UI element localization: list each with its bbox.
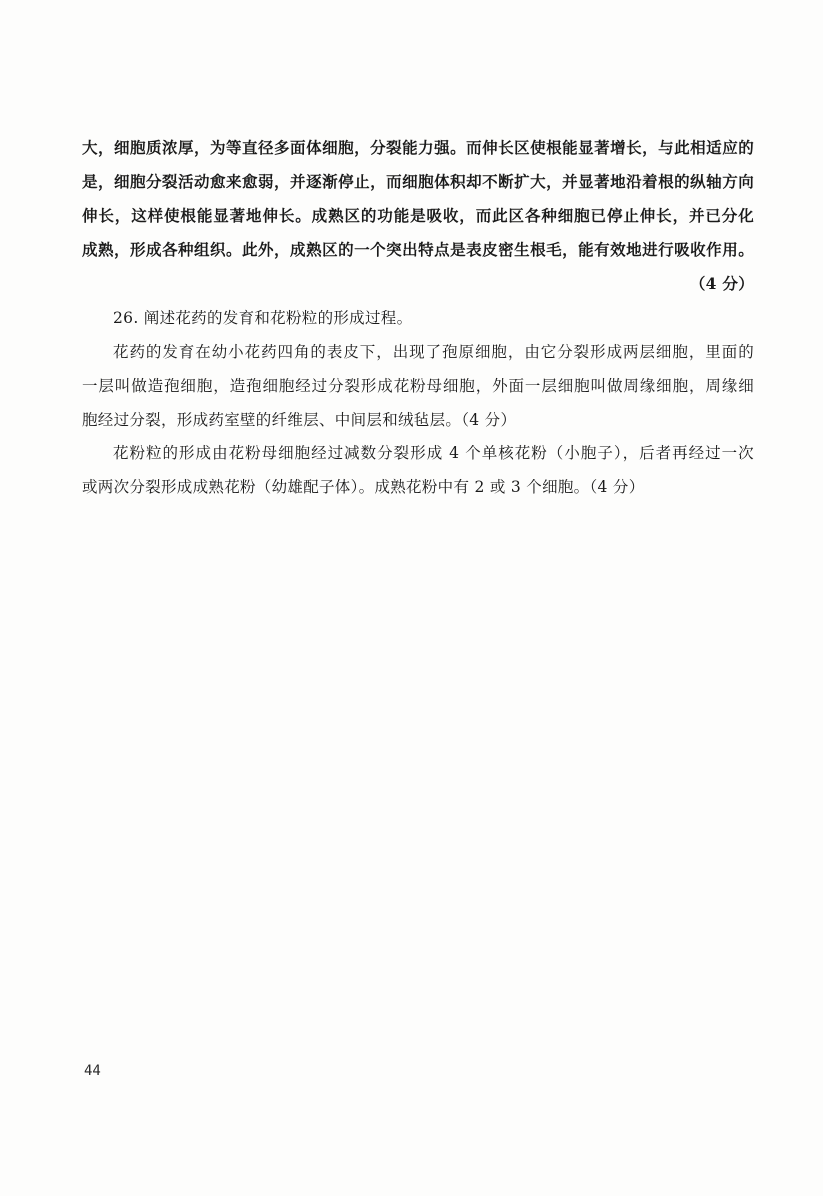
answer-continuation-block	[82, 131, 754, 301]
text-line: 大，细胞质浓厚，为等直径多面体细胞，分裂能力强。而伸长区使根能显著增长，与此相适应的	[82, 138, 754, 157]
text-line: 花药的发育在幼小花药四角的表皮下，出现了孢原细胞，由它分裂形成两层细胞，里面的	[113, 343, 754, 361]
page-number: 44	[84, 1063, 101, 1079]
text-line: 一层叫做造孢细胞，造孢细胞经过分裂形成花粉母细胞，外面一层细胞叫做周缘细胞，周缘细	[82, 377, 754, 395]
text-line: 或两次分裂形成成熟花粉（幼雄配子体）。成熟花粉中有 2 或 3 个细胞。（4 分）	[82, 478, 645, 496]
text-line: 是，细胞分裂活动愈来愈弱，并逐渐停止，而细胞体积却不断扩大，并显著地沿着根的纵轴方向	[82, 172, 754, 191]
text-line: 成熟，形成各种组织。此外，成熟区的一个突出特点是表皮密生根毛，能有效地进行吸收作用。	[82, 240, 754, 259]
text-line: 胞经过分裂，形成药室壁的纤维层、中间层和绒毡层。（4 分）	[82, 411, 517, 429]
answer-paragraph-anther	[82, 335, 754, 437]
text-line: 伸长，这样使根能显著地伸长。成熟区的功能是吸收，而此区各种细胞已停止伸长，并已分化	[82, 206, 754, 225]
text-line: 花粉粒的形成由花粉母细胞经过减数分裂形成 4 个单核花粉（小胞子），后者再经过一次	[113, 444, 754, 462]
question-title: 26. 阐述花药的发育和花粉粒的形成过程。	[113, 309, 413, 327]
score-label: （4 分）	[689, 274, 754, 293]
question-26	[82, 301, 754, 335]
answer-paragraph-pollen	[82, 436, 754, 504]
